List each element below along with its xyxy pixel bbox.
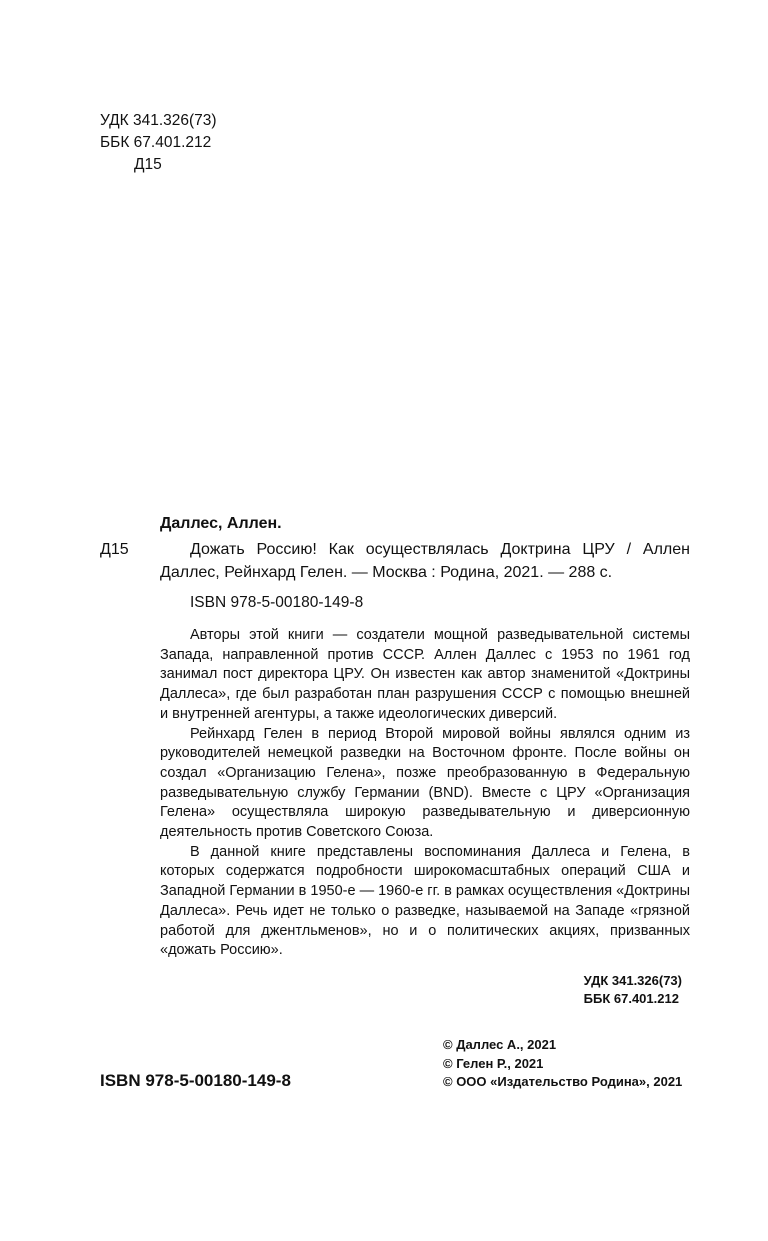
card-isbn: ISBN 978-5-00180-149-8 (190, 594, 364, 611)
copyright-block (443, 1036, 682, 1092)
footer-isbn: ISBN 978-5-00180-149-8 (100, 1071, 291, 1090)
card-author-mark: Д15 (100, 541, 129, 558)
author-heading: Даллес, Аллен. (160, 515, 282, 532)
author-mark: Д15 (134, 156, 162, 173)
annotation-paragraph: Авторы этой книги — создатели мощной разведывательной системы Запада, направленной против СССР. Аллен Даллес с 1953 по 1961 год занимал пост директора ЦРУ. Он известен как автор знаменитой «Доктрины Даллеса», где был разработан план разрушения СССР с помощью внешней и внутренней агентуры, а также идеологических диверсий. (160, 627, 690, 722)
annotation (160, 626, 690, 961)
copyright-line: © Гелен Р., 2021 (443, 1055, 544, 1071)
annotation-paragraph: В данной книге представлены воспоминания Даллеса и Гелена, в которых содержатся подробности широкомасштабных операций США и Западной Германии в 1950-е — 1960-е гг. в рамках осуществления «Доктрины Даллеса». Речь идет не только о разведке, называемой на Западе «грязной работой для джентльменов», но и о политических акциях, призванных «дожать Россию». (160, 843, 691, 959)
footer-udk: УДК 341.326(73) (583, 973, 682, 988)
annotation-paragraph: Рейнхард Гелен в период Второй мировой войны являлся одним из руководителей немецкой разведки на Восточном фронте. После войны он создал «Организацию Гелена», позже преобразованную в Федеральную разведывательную службу Германии (BND). Вместе с ЦРУ «Организация Гелена» осуществляла широкую разведывательную и диверсионную деятельность против Советского Союза. (160, 725, 690, 841)
bibliographic-title: Дожать Россию! Как осуществлялась Доктрина ЦРУ / Аллен Даллес, Рейнхард Гелен. — Москва : Родина, 2021. — 288 с. (160, 541, 690, 581)
copyright-line: © Даллес А., 2021 (443, 1037, 557, 1052)
copyright-line: © ООО «Издательство Родина», 2021 (443, 1074, 683, 1089)
bbk-code: ББК 67.401.212 (100, 134, 212, 151)
footer-classification (584, 972, 682, 1008)
footer-bbk: ББК 67.401.212 (583, 991, 679, 1006)
classification-header (100, 110, 217, 176)
udk-code: УДК 341.326(73) (100, 112, 217, 129)
